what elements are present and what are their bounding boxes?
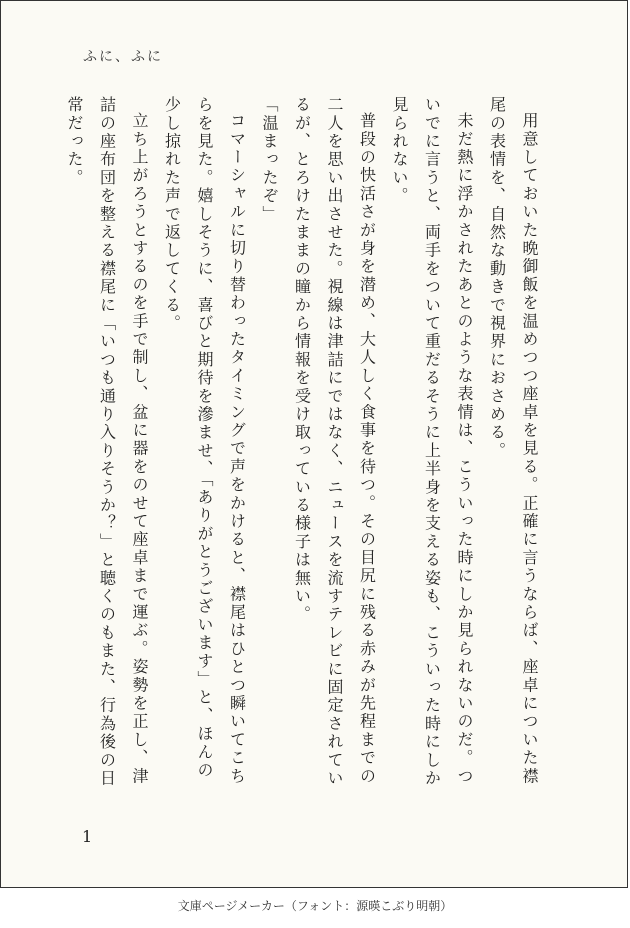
body-text	[58, 96, 546, 796]
paragraph: 未だ熱に浮かされたあとのような表情は、こういった時にしか見られないのだ。ついでに言うと、両手をついて重だるそうに上半身を支える姿も、こういった時にしか見られない。	[390, 96, 474, 788]
running-header: ふに、ふに	[83, 49, 163, 65]
footer-caption: 文庫ページメーカー（フォント：源暎こぶり明朝）	[177, 899, 453, 913]
paragraph: コマーシャルに切り替わったタイミングで声をかけると、襟尾はひとつ瞬いてこちらを見た。嬉しそうに、喜びと期待を滲ませ、「ありがとうございます」と、ほんの少し掠れた声で返してくる。	[162, 96, 247, 786]
paragraph: 用意しておいた晩御飯を温めつつ座卓を見る。正確に言うならば、座卓についた襟尾の表情を、自然な動きで視界におさめる。	[487, 96, 539, 786]
page-number: 1	[82, 827, 93, 846]
dialogue-line: 「温まったぞ」	[260, 96, 279, 224]
paragraph: 普段の快活さが身を潜め、大人しく食事を待つ。その目尻に残る赤みが先程までの二人を思い出させた。視線は津詰にではなく、ニュースを流すテレビに固定されているが、とろけたままの瞳から情報を受け取っている様子は無い。	[292, 96, 377, 788]
paragraph: 立ち上がろうとするのを手で制し、盆に器をのせて座卓まで運ぶ。姿勢を正し、津詰の座布団を整える襟尾に「いつも通り入りそうか？」と聴くのもまた、行為後の日常だった。	[65, 96, 149, 788]
